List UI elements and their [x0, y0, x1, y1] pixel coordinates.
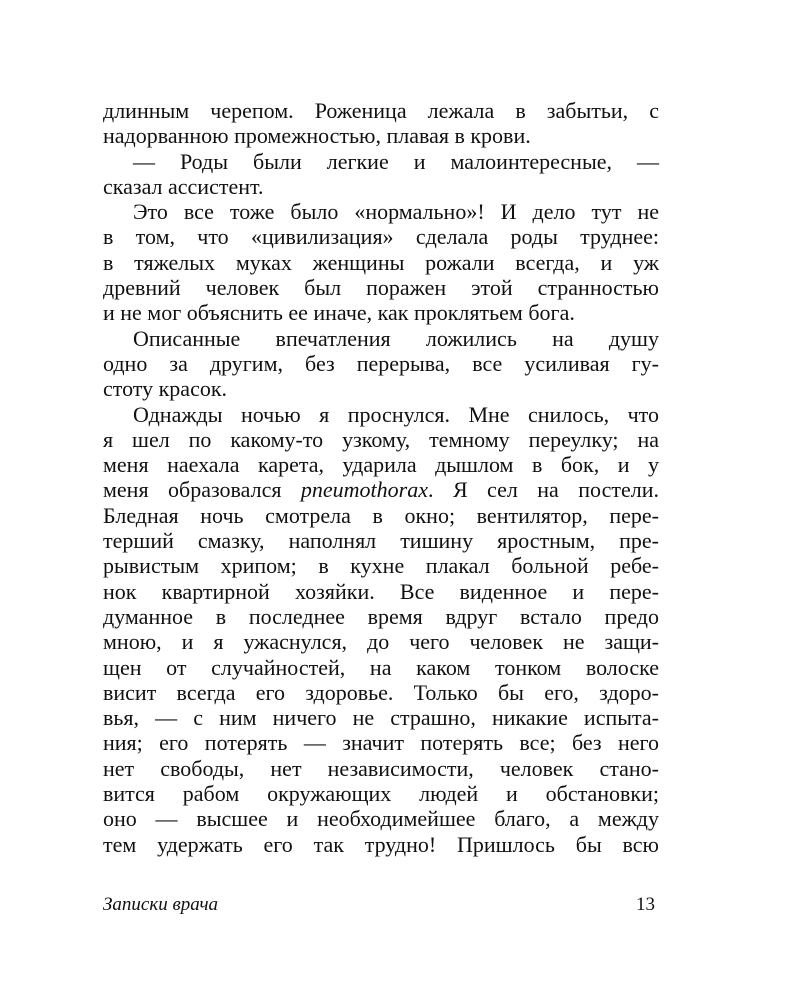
text-line: вья, — с ним ничего не страшно, никакие испыта-: [103, 705, 659, 731]
text-line: и не мог объяснить ее иначе, как проклятьем бога.: [103, 300, 575, 326]
page-number: 13: [636, 894, 655, 915]
text-line: щен от случайностей, на каком тонком волоске: [103, 654, 659, 680]
text-line: Это все тоже было «нормально»! И дело тут не: [133, 199, 659, 225]
text-line: в тяжелых муках женщины рожали всегда, и уж: [103, 249, 659, 275]
text-line: нет свободы, нет независимости, человек стано-: [103, 755, 659, 781]
text-segment: меня образовался: [103, 477, 301, 503]
text-line-with-italic: [103, 477, 659, 502]
text-line: терший смазку, наполнял тишину яростным, пре-: [103, 528, 659, 554]
text-line: — Роды были легкие и малоинтересные, —: [133, 148, 659, 174]
text-line: мною, и я ужаснулся, до чего человек не защи-: [103, 629, 659, 655]
text-line: длинным черепом. Роженица лежала в забытьи, с: [103, 98, 659, 123]
text-line: сказал ассистент.: [103, 173, 264, 199]
text-line: Бледная ночь смотрела в окно; вентилятор, пере-: [103, 502, 659, 528]
text-line: оно — высшее и необходимейшее благо, а между: [103, 806, 659, 832]
page-footer: [103, 894, 659, 922]
body-text: [103, 98, 659, 857]
running-title: Записки врача: [103, 894, 219, 915]
text-line: Описанные впечатления ложились на душу: [133, 325, 659, 351]
text-line: меня наехала карета, ударила дышлом в бок, и у: [103, 452, 659, 478]
text-line: в том, что «цивилизация» сделала роды труднее:: [103, 224, 659, 250]
text-segment: . Я сел на постели.: [428, 477, 659, 503]
italic-term: pneumothorax: [300, 477, 428, 503]
text-line: надорванною промежностью, плавая в крови.: [103, 123, 531, 149]
text-line: одно за другим, без перерыва, все усиливая гу-: [103, 350, 659, 376]
text-line: стоту красок.: [103, 376, 228, 402]
text-line: я шел по какому-то узкому, темному переулку; на: [103, 426, 659, 452]
text-line: древний человек был поражен этой странностью: [103, 275, 659, 301]
text-line: Однажды ночью я проснулся. Мне снилось, что: [133, 401, 659, 427]
text-line: рывистым хрипом; в кухне плакал больной ребе-: [103, 553, 659, 579]
text-line: нок квартирной хозяйки. Все виденное и пере-: [103, 578, 659, 604]
text-line: висит всегда его здоровье. Только бы его, здоро-: [103, 679, 659, 705]
text-line: вится рабом окружающих людей и обстановки;: [103, 781, 659, 807]
text-line: думанное в последнее время вдруг встало предо: [103, 603, 659, 629]
text-line: тем удержать его так трудно! Пришлось бы всю: [103, 831, 659, 857]
text-line: ния; его потерять — значит потерять все; без него: [103, 730, 659, 756]
